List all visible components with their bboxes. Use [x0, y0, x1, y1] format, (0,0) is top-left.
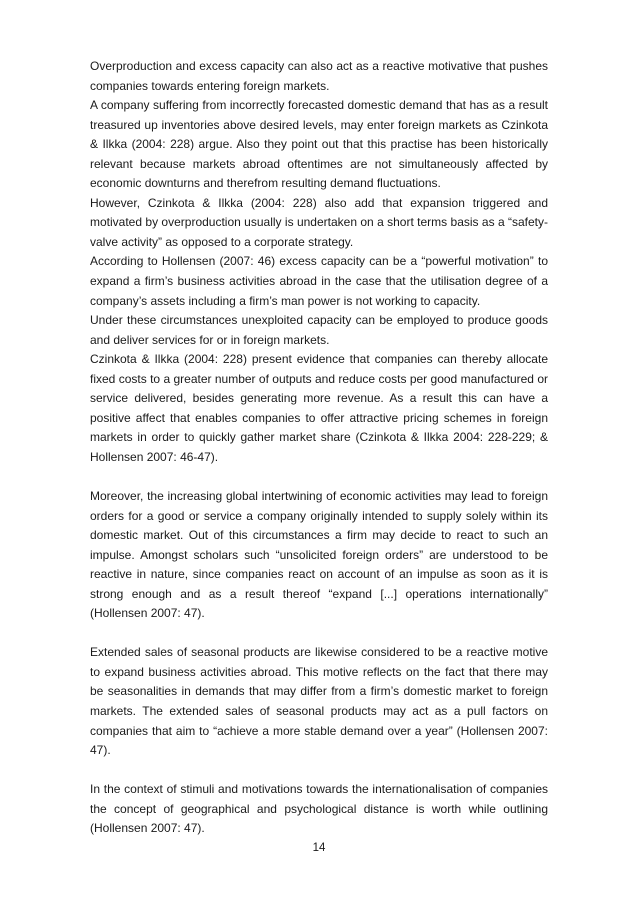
paragraph: Extended sales of seasonal products are likewise considered to be a reactive motive to expand business activities abroad. This motive reflects on the fact that there may be seasonalities in demands that may differ from a firm’s domestic market to foreign markets. The extended sales of seasonal products may act as a pull factors on companies that aim to “achieve a more stable demand over a year” (Hollensen 2007: 47).: [90, 645, 548, 758]
paragraph: Czinkota & Ilkka (2004: 228) present evidence that companies can thereby allocate fixed costs to a greater number of outputs and reduce costs per good manufactured or service delivered, besides generating more revenue. As a result this can have a positive affect that enables companies to offer attractive pricing schemes in foreign markets in order to quickly gather market share (Czinkota & Ilkka 2004: 228-229; & Hollensen 2007: 46-47).: [90, 352, 548, 464]
paragraph-spacer: [90, 467, 548, 487]
page-number: 14: [312, 842, 326, 854]
paragraph: According to Hollensen (2007: 46) excess capacity can be a “powerful motivation” to expand a firm’s business activities abroad in the case that the utilisation degree of a company’s assets including a firm’s man power is not working to capacity.: [90, 254, 548, 308]
paragraph: Overproduction and excess capacity can also act as a reactive motivative that pushes companies towards entering foreign markets.: [90, 59, 548, 93]
paragraph: Under these circumstances unexploited capacity can be employed to produce goods and deliver services for or in foreign markets.: [90, 313, 548, 347]
section-seasonal-products: [90, 643, 548, 760]
paragraph: A company suffering from incorrectly forecasted domestic demand that has as a result treasured up inventories above desired levels, may enter foreign markets as Czinkota & Ilkka (2004: 228) argue. Also they point out that this practise has been historically relevant because markets abroad oftentimes are not simultaneously affected by economic downturns and therefrom resulting demand fluctuations.: [90, 98, 548, 191]
section-distance: [90, 780, 548, 839]
section-unsolicited-orders: [90, 487, 548, 624]
section-overproduction: [90, 57, 548, 467]
document-body: [90, 57, 548, 839]
paragraph: Moreover, the increasing global intertwining of economic activities may lead to foreign orders for a good or service a company originally intended to supply solely within its domestic market. Out of this circumstances a firm may decide to react to such an impulse. Amongst scholars such “unsolicited foreign orders” are understood to be reactive in nature, since companies react on account of an impulse as soon as it is strong enough and as a result thereof “expand [...] operations internationally” (Hollensen 2007: 47).: [90, 488, 548, 621]
paragraph-spacer: [90, 624, 548, 644]
paragraph: However, Czinkota & Ilkka (2004: 228) also add that expansion triggered and motivated by overproduction usually is undertaken on a short terms basis as a “safety-valve activity” as opposed to a corporate strategy.: [90, 195, 548, 249]
paragraph-spacer: [90, 761, 548, 781]
paragraph: In the context of stimuli and motivations towards the internationalisation of companies the concept of geographical and psychological distance is worth while outlining (Hollensen 2007: 47).: [90, 782, 548, 836]
